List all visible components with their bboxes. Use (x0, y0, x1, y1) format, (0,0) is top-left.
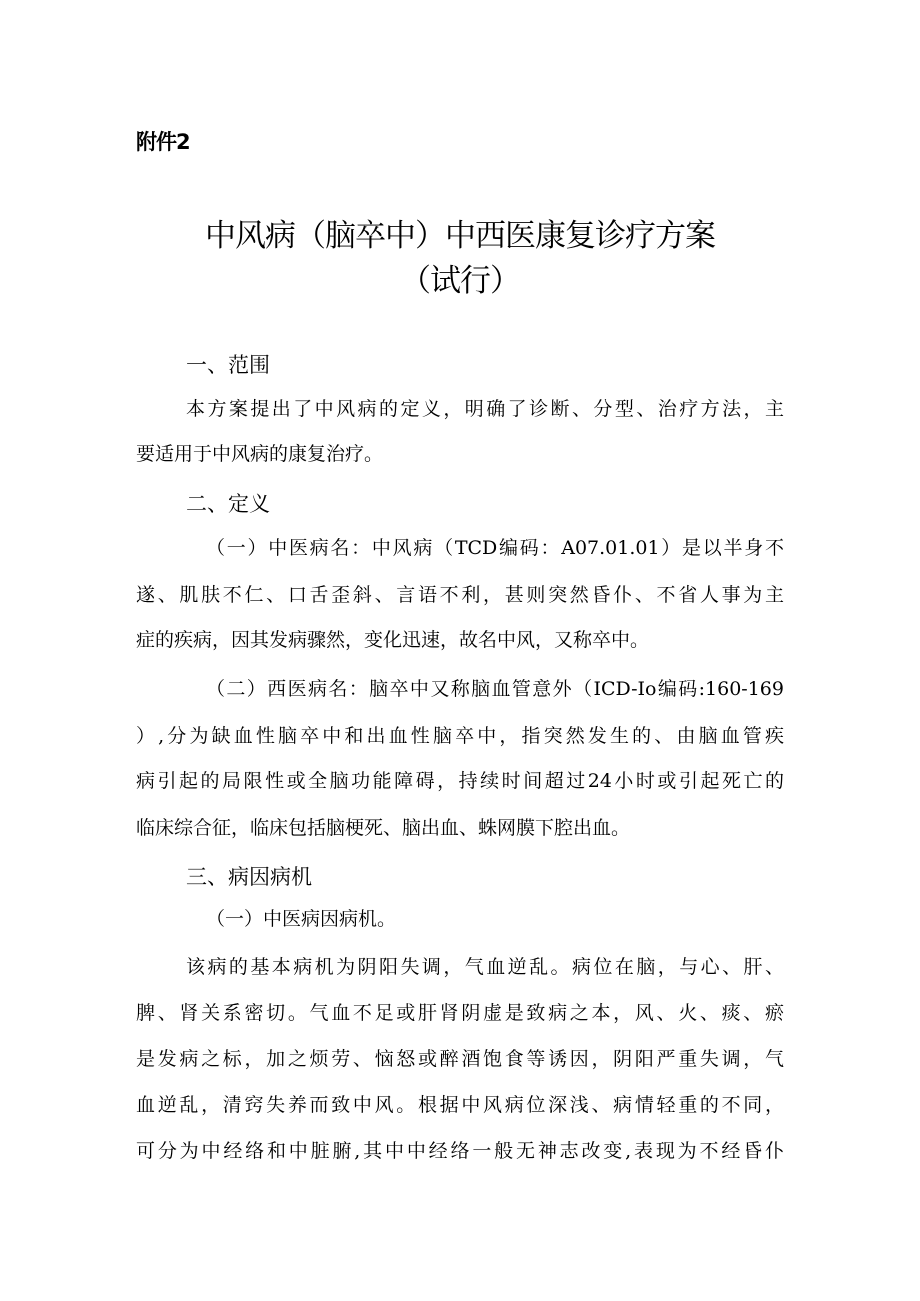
paragraph-line: 该病的基本病机为阴阳失调，气血逆乱。病位在脑，与心、肝、 (186, 956, 784, 978)
paragraph-line: 要适用于中风病的康复治疗。 (136, 443, 384, 465)
document-title: 中风病（脑卒中）中西医康复诊疗方案 (205, 218, 715, 254)
section-heading-scope: 一、范围 (186, 353, 270, 377)
document-subtitle: （试行） (400, 263, 520, 299)
paragraph-line: ）,分为缺血性脑卒中和出血性脑卒中，指突然发生的、由脑血管疾 (136, 725, 784, 747)
paragraph-line: 症的疾病，因其发病骤然，变化迅速，故名中风，又称卒中。 (136, 629, 650, 651)
paragraph-line: 遂、肌肤不仁、口舌歪斜、言语不利，甚则突然昏仆、不省人事为主 (136, 584, 784, 606)
paragraph-line: 可分为中经络和中脏腑,其中中经络一般无神志改变,表现为不经昏仆 (136, 1140, 784, 1162)
paragraph-line: 血逆乱，清窍失养而致中风。根据中风病位深浅、病情轻重的不同， (136, 1094, 784, 1116)
paragraph-line: 脾、肾关系密切。气血不足或肝肾阴虚是致病之本，风、火、痰、瘀 (136, 1002, 784, 1024)
section-heading-etiology: 三、病因病机 (186, 865, 312, 889)
paragraph-line: （一）中医病名：中风病（TCD编码：A07.01.01）是以半身不 (206, 537, 784, 559)
paragraph-line: 是发病之标，加之烦劳、恼怒或醉酒饱食等诱因，阴阳严重失调，气 (136, 1048, 784, 1070)
section-heading-definition: 二、定义 (186, 492, 270, 516)
paragraph-line: 本方案提出了中风病的定义，明确了诊断、分型、治疗方法，主 (186, 398, 784, 420)
sub-heading-tcm-etiology: （一）中医病因病机。 (206, 908, 397, 930)
paragraph-line: 病引起的局限性或全脑功能障碍，持续时间超过24小时或引起死亡的 (136, 770, 784, 792)
paragraph-line: 临床综合征，临床包括脑梗死、脑出血、蛛网膜下腔出血。 (136, 817, 631, 839)
attachment-label: 附件2 (136, 130, 190, 154)
paragraph-line: （二）西医病名：脑卒中又称脑血管意外（ICD-Io编码:160-169 (206, 678, 784, 700)
